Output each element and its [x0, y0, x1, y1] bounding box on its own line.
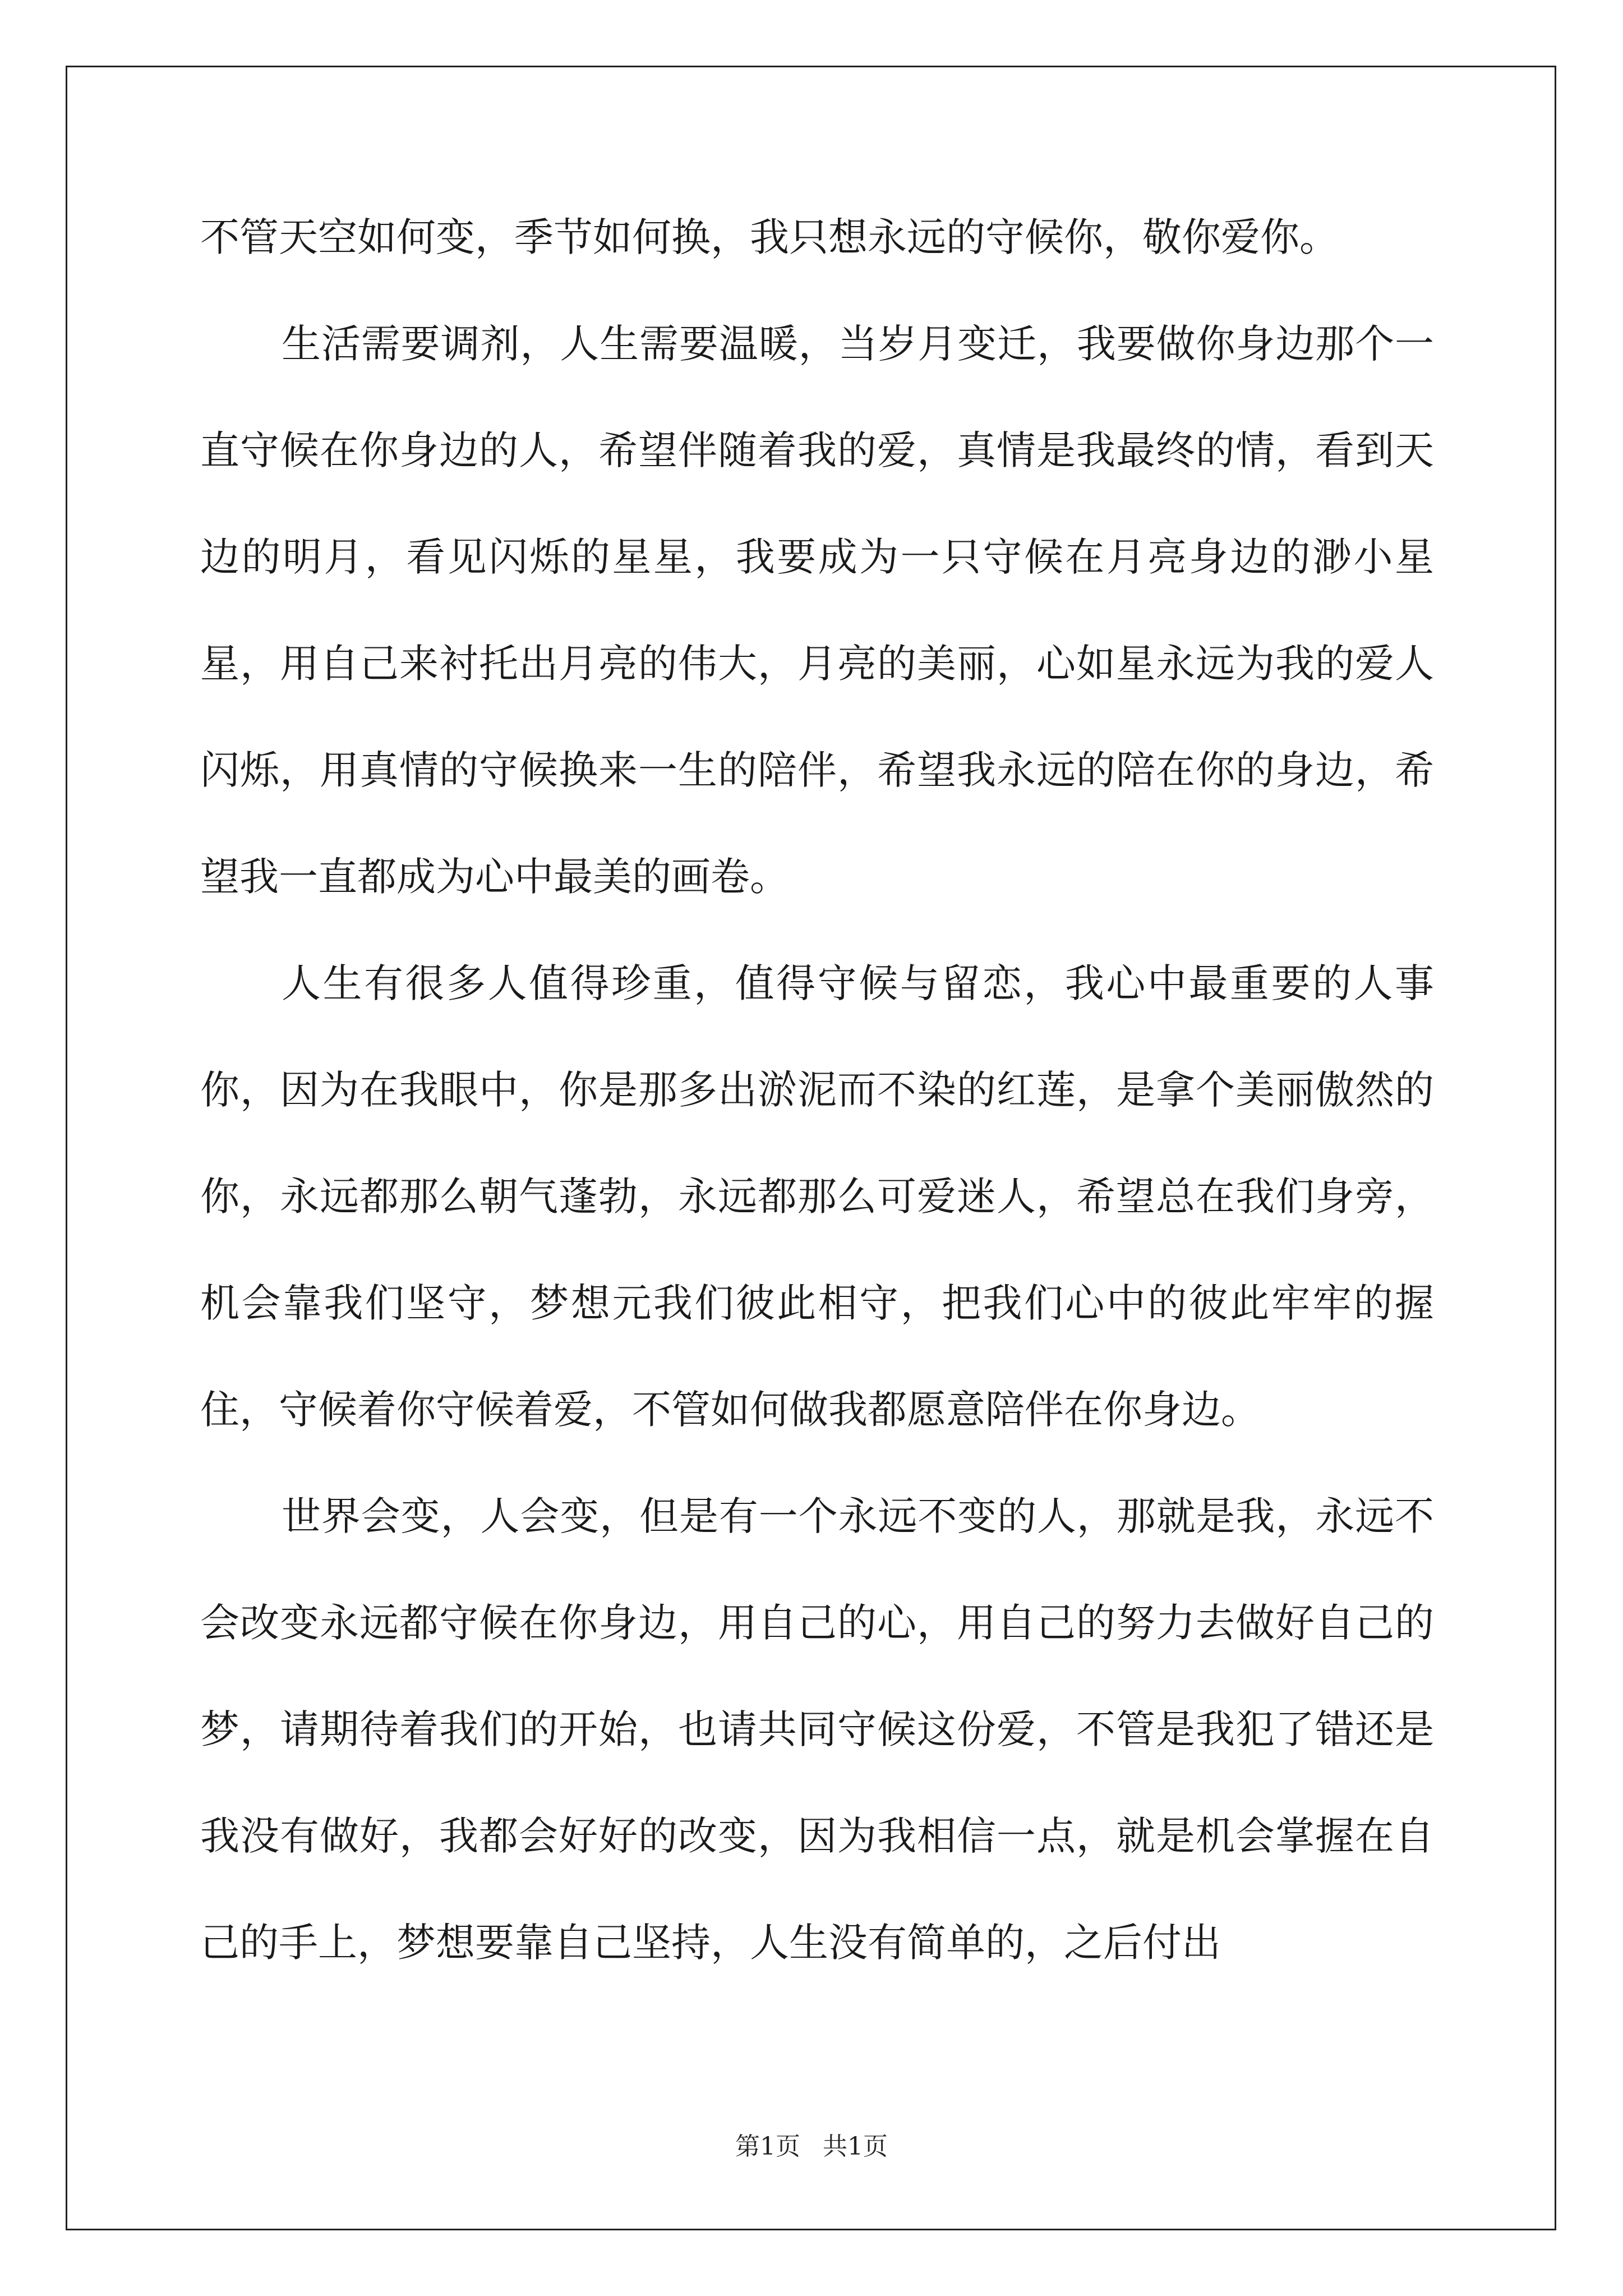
page-number-total: 共1页 — [823, 2132, 888, 2161]
page-footer — [0, 2126, 1623, 2162]
page-number-current: 第1页 — [735, 2132, 800, 2161]
paragraph-4: 世界会变，人会变，但是有一个永远不变的人，那就是我，永远不会改变永远都守候在你身边，用自己的心，用自己的努力去做好自己的梦，请期待着我们的开始，也请共同守候这份爱，不管是我犯了错还是我没有做好，我都会好好的改变，因为我相信一点，就是机会掌握在自己的手上，梦想要靠自己坚持，人生没有简单的，之后付出 — [200, 1493, 1434, 1966]
document-body — [200, 184, 1434, 1996]
paragraph-1: 不管天空如何变，季节如何换，我只想永远的守候你，敬你爱你。 — [200, 214, 1339, 260]
paragraph-2: 生活需要调剂，人生需要温暖，当岁月变迁，我要做你身边那个一直守候在你身边的人，希望伴随着我的爱，真情是我最终的情，看到天边的明月，看见闪烁的星星，我要成为一只守候在月亮身边的渺小星星，用自己来衬托出月亮的伟大，月亮的美丽，心如星永远为我的爱人闪烁，用真情的守候换来一生的陪伴，希望我永远的陪在你的身边，希望我一直都成为心中最美的画卷。 — [200, 321, 1434, 900]
paragraph-3: 人生有很多人值得珍重，值得守候与留恋，我心中最重要的人事你，因为在我眼中，你是那多出淤泥而不染的红莲，是拿个美丽傲然的你，永远都那么朝气蓬勃，永远都那么可爱迷人，希望总在我们身旁，机会靠我们坚守，梦想元我们彼此相守，把我们心中的彼此牢牢的握住，守候着你守候着爱，不管如何做我都愿意陪伴在你身边。 — [200, 960, 1434, 1433]
